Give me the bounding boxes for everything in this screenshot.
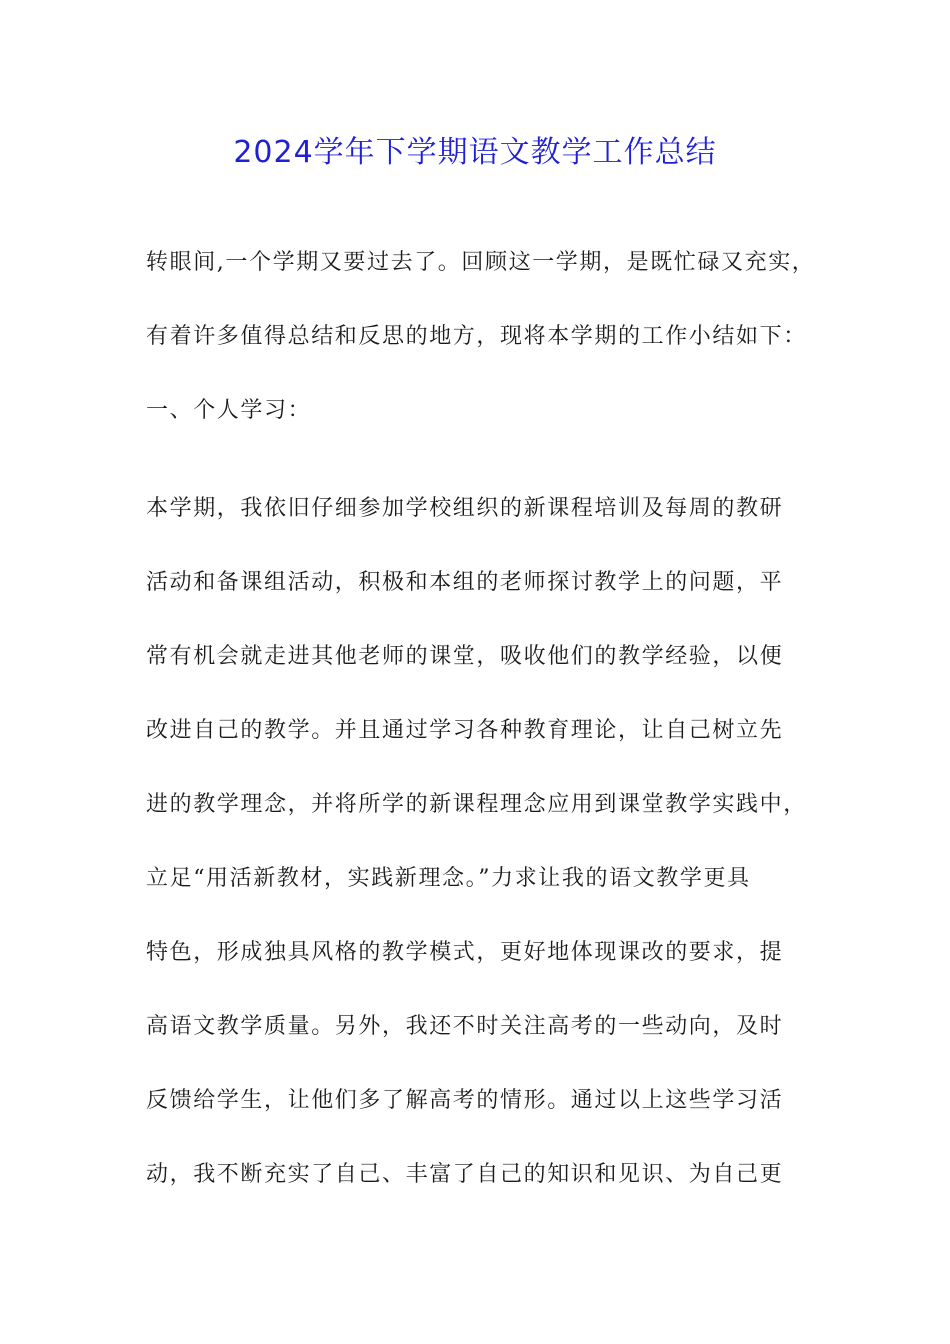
paragraph-line: 转眼间,一个学期又要过去了。回顾这一学期，是既忙碌又充实，	[146, 250, 816, 275]
section-heading: 一、个人学习：	[146, 398, 312, 423]
paragraph-line: 高语文教学质量。另外，我还不时关注高考的一些动向，及时	[146, 1014, 784, 1039]
document-title: 2024学年下学期语文教学工作总结	[233, 135, 717, 170]
paragraph-line: 常有机会就走进其他老师的课堂，吸收他们的教学经验，以便	[146, 644, 784, 669]
paragraph-line: 动，我不断充实了自己、丰富了自己的知识和见识、为自己更	[146, 1162, 784, 1187]
paragraph-line: 改进自己的教学。并且通过学习各种教育理论，让自己树立先	[146, 718, 784, 743]
paragraph-line: 反馈给学生，让他们多了解高考的情形。通过以上这些学习活	[146, 1088, 784, 1113]
paragraph-line: 本学期，我依旧仔细参加学校组织的新课程培训及每周的教研	[146, 496, 784, 521]
paragraph-line: 立足“用活新教材，实践新理念。”力求让我的语文教学更具	[146, 866, 751, 891]
paragraph-line: 有着许多值得总结和反思的地方，现将本学期的工作小结如下：	[146, 324, 807, 349]
paragraph-line: 特色，形成独具风格的教学模式，更好地体现课改的要求，提	[146, 940, 784, 965]
paragraph-line: 进的教学理念，并将所学的新课程理念应用到课堂教学实践中，	[146, 792, 807, 817]
paragraph-line: 活动和备课组活动，积极和本组的老师探讨教学上的问题，平	[146, 570, 784, 595]
